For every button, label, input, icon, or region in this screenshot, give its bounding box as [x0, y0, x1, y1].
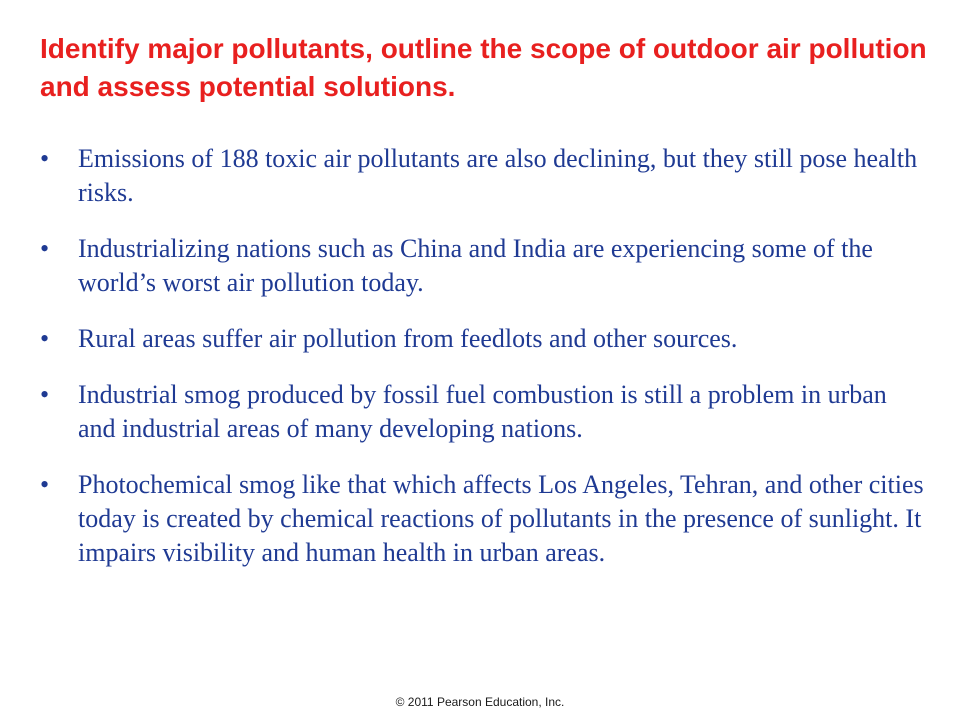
copyright-footer: © 2011 Pearson Education, Inc.: [395, 695, 565, 709]
bullet-text: Photochemical smog like that which affects Los Angeles, Tehran, and other cities today is created by chemical reactions of pollutants in the presence of sunlight. It impairs visibility and human health in urban areas.: [78, 470, 924, 567]
bullet-icon: •: [40, 380, 50, 409]
bullet-list: [40, 142, 925, 570]
bullet-item: [40, 322, 925, 356]
slide-title: Identify major pollutants, outline the scope of outdoor air pollution and assess potential solutions.: [40, 33, 927, 102]
bullet-text: Industrial smog produced by fossil fuel combustion is still a problem in urban and industrial areas of many developing nations.: [78, 380, 887, 443]
bullet-item: [40, 468, 925, 570]
bullet-item: [40, 378, 925, 446]
bullet-item: [40, 142, 925, 210]
bullet-icon: •: [40, 470, 50, 499]
bullet-text: Emissions of 188 toxic air pollutants are also declining, but they still pose health risks.: [78, 144, 918, 207]
bullet-text: Industrializing nations such as China and India are experiencing some of the world’s worst air pollution today.: [78, 234, 873, 297]
bullet-icon: •: [40, 324, 50, 353]
bullet-text: Rural areas suffer air pollution from feedlots and other sources.: [78, 324, 738, 353]
bullet-icon: •: [40, 234, 50, 263]
bullet-item: [40, 232, 925, 300]
bullet-icon: •: [40, 144, 50, 173]
